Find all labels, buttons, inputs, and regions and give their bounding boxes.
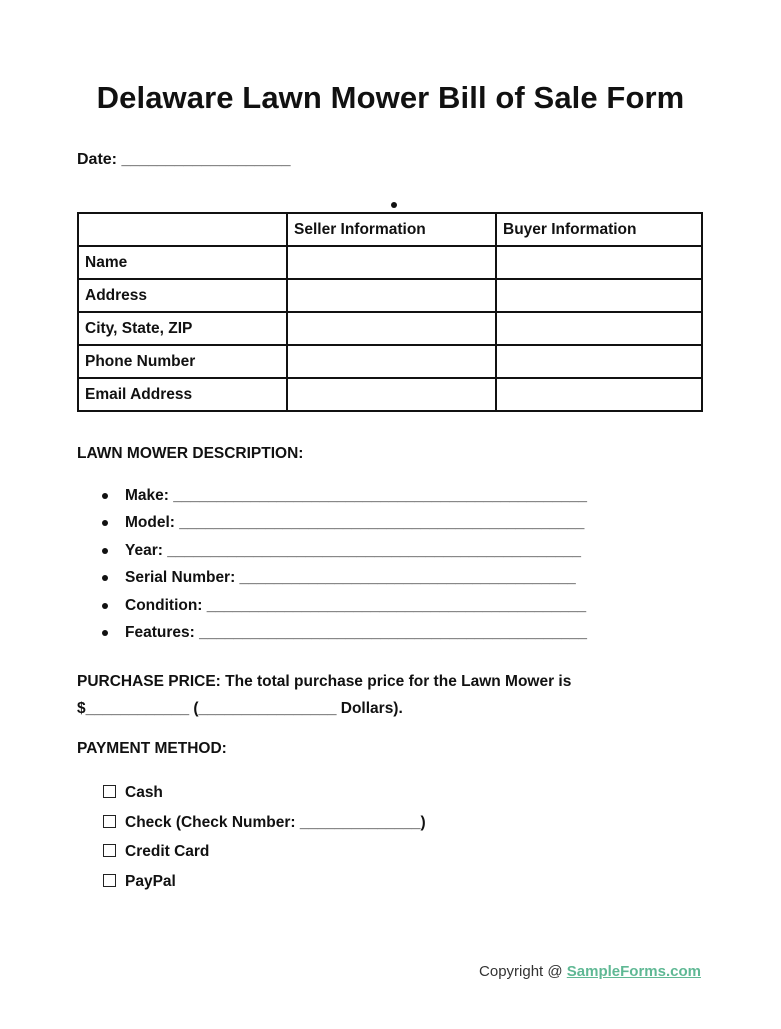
table-row [78,345,702,378]
bullet-icon [102,603,108,609]
payment-option-check[interactable] [103,814,426,844]
row-label-phone: Phone Number [78,345,287,378]
bullet-dot [391,202,397,208]
list-item-serial[interactable] [100,569,587,596]
seller-city-cell[interactable] [287,312,496,345]
buyer-email-cell[interactable] [496,378,702,411]
table-row [78,378,702,411]
option-label: Check (Check Number: ______________) [125,813,426,831]
buyer-city-cell[interactable] [496,312,702,345]
seller-name-cell[interactable] [287,246,496,279]
payment-option-paypal[interactable] [103,873,426,903]
checkbox-icon[interactable] [103,785,116,798]
page-title: Delaware Lawn Mower Bill of Sale Form [96,80,685,115]
list-item-year[interactable] [100,542,587,569]
checkbox-icon[interactable] [103,844,116,857]
bullet-icon [102,548,108,554]
description-heading: LAWN MOWER DESCRIPTION: [77,445,304,462]
checkbox-icon[interactable] [103,874,116,887]
copyright-footer [479,963,701,980]
seller-phone-cell[interactable] [287,345,496,378]
brand-link[interactable]: SampleForms.com [566,963,701,980]
payment-heading: PAYMENT METHOD: [77,740,227,757]
make-field[interactable]: Make: ________________________________________________ [125,487,588,504]
description-list [100,487,587,651]
list-item-make[interactable] [100,487,587,514]
serial-number-field[interactable]: Serial Number: _______________________________________ [125,569,576,587]
table-header-row [78,213,702,246]
list-item-condition[interactable] [100,597,587,624]
list-item-features[interactable] [100,624,587,651]
row-label-address: Address [78,279,287,312]
date-field[interactable]: Date: ___________________ [77,151,291,168]
bullet-icon [102,520,108,526]
option-label: Cash [125,784,163,801]
option-label: PayPal [125,872,176,890]
copyright-text: Copyright @ [479,963,567,980]
buyer-address-cell[interactable] [496,279,702,312]
year-field[interactable]: Year: ________________________________________________ [125,541,582,559]
row-label-email: Email Address [78,378,287,411]
model-field[interactable]: Model: _______________________________________________ [125,514,585,532]
table-header-buyer: Buyer Information [496,213,702,246]
purchase-price-amount-field[interactable]: $____________ (________________ Dollars). [77,700,403,717]
table-row [78,312,702,345]
seller-email-cell[interactable] [287,378,496,411]
payment-options [103,784,426,902]
payment-option-cash[interactable] [103,784,426,814]
table-header-cell [78,213,287,246]
list-item-model[interactable] [100,514,587,541]
table-header-seller: Seller Information [287,213,496,246]
features-field[interactable]: Features: _____________________________________________ [125,623,587,641]
payment-option-credit-card[interactable] [103,843,426,873]
bullet-icon [102,575,108,581]
bullet-icon [102,493,108,499]
seller-address-cell[interactable] [287,279,496,312]
buyer-phone-cell[interactable] [496,345,702,378]
bullet-icon [102,630,108,636]
purchase-price-section [77,668,571,722]
row-label-name: Name [78,246,287,279]
checkbox-icon[interactable] [103,815,116,828]
row-label-city-state-zip: City, State, ZIP [78,312,287,345]
option-label: Credit Card [125,843,210,860]
buyer-name-cell[interactable] [496,246,702,279]
condition-field[interactable]: Condition: ____________________________________________ [125,596,587,614]
purchase-price-text: PURCHASE PRICE: The total purchase price for the Lawn Mower is [77,673,572,690]
table-row [78,246,702,279]
table-row [78,279,702,312]
party-info-table [77,212,703,412]
